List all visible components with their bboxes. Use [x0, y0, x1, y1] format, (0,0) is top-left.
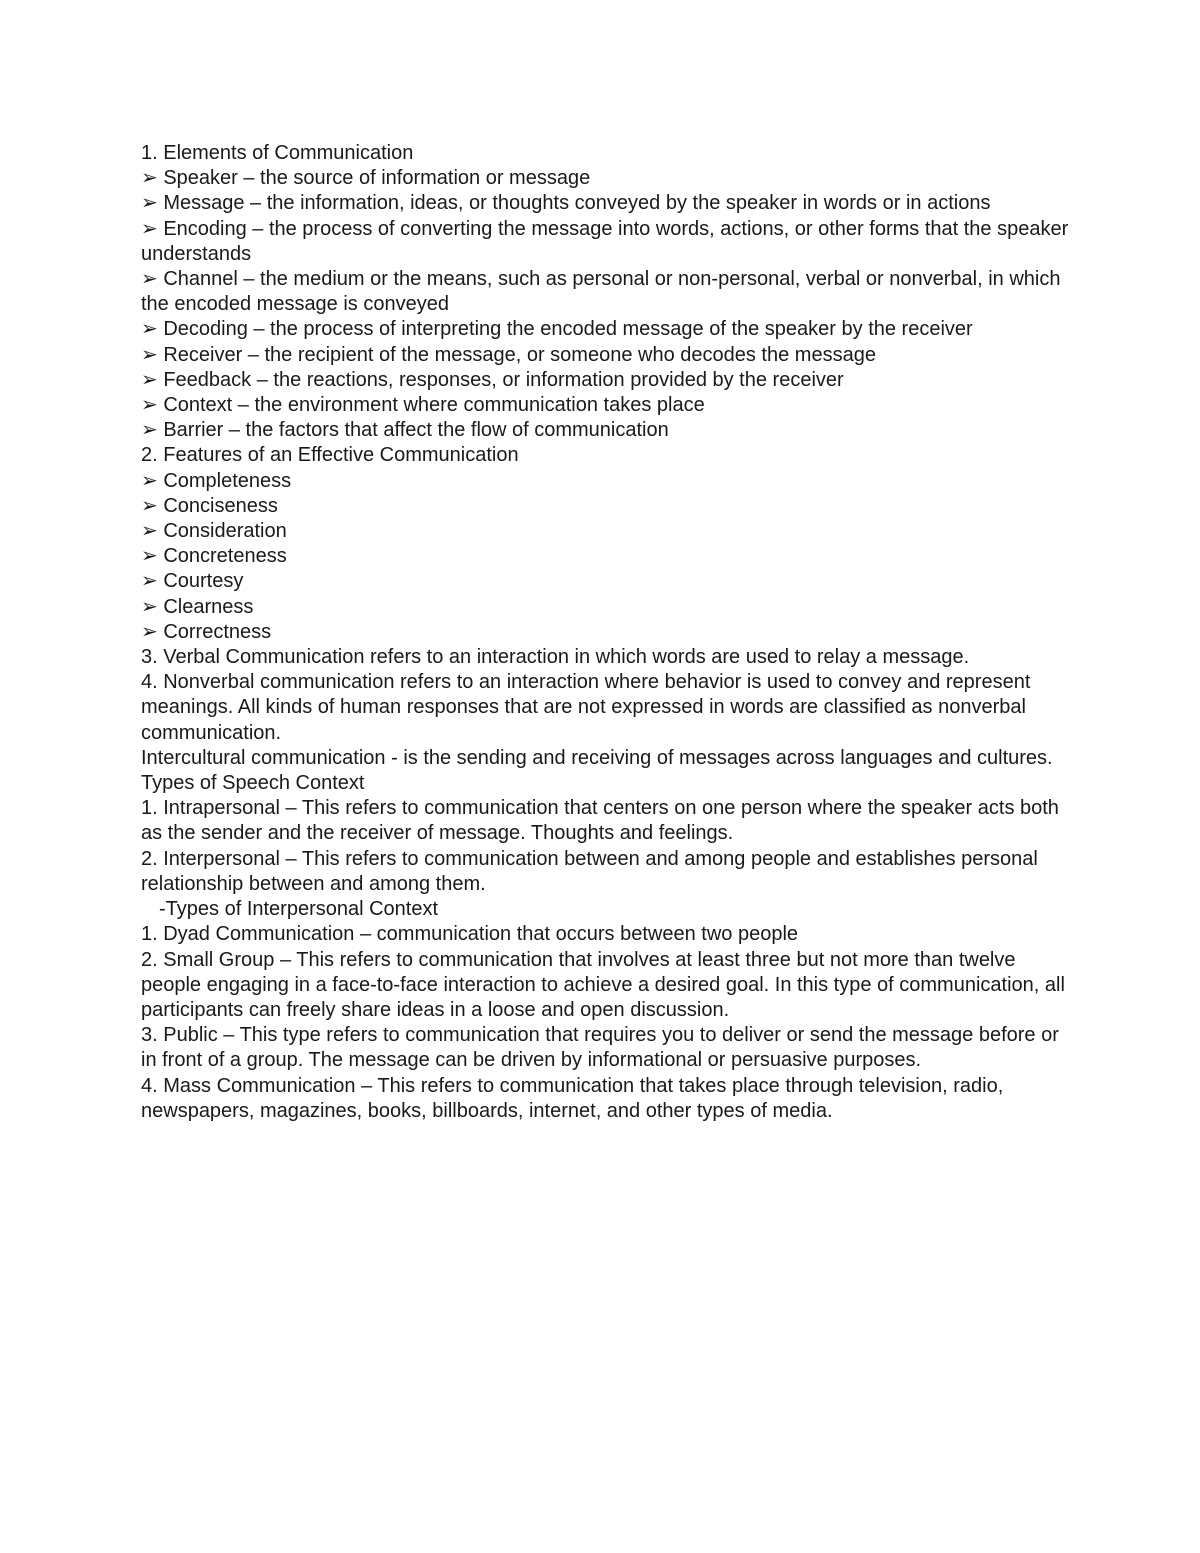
list-item-decoding: ➢ Decoding – the process of interpreting the encoded message of the speaker by the receiver — [141, 318, 973, 341]
list-item-channel: ➢ Channel – the medium or the means, such as personal or non-personal, verbal or nonverbal, in which the encoded message is conveyed — [141, 268, 1061, 316]
paragraph-verbal-communication: 3. Verbal Communication refers to an interaction in which words are used to relay a message. — [141, 646, 970, 669]
section-heading-features: 2. Features of an Effective Communication — [141, 444, 519, 467]
list-item-speaker: ➢ Speaker – the source of information or message — [141, 167, 591, 190]
list-item-message: ➢ Message – the information, ideas, or thoughts conveyed by the speaker in words or in actions — [141, 192, 991, 215]
list-item-interpersonal: 2. Interpersonal – This refers to communication between and among people and establishes personal relationship between and among them. — [141, 847, 1038, 895]
list-item-courtesy: ➢ Courtesy — [141, 570, 244, 593]
paragraph-intercultural-communication: Intercultural communication - is the sending and receiving of messages across languages and cultures. — [141, 746, 1053, 769]
list-item-conciseness: ➢ Conciseness — [141, 494, 278, 517]
list-item-small-group: 2. Small Group – This refers to communication that involves at least three but not more than twelve people engaging in a face-to-face interaction to achieve a desired goal. In this type of communication, all participants can freely share ideas in a loose and open discussion. — [141, 948, 1065, 1021]
paragraph-nonverbal-communication: 4. Nonverbal communication refers to an interaction where behavior is used to convey and represent meanings. All kinds of human responses that are not expressed in words are classified as nonverbal communication. — [141, 671, 1031, 744]
subheading-interpersonal-context: -Types of Interpersonal Context — [159, 898, 439, 921]
list-item-consideration: ➢ Consideration — [141, 520, 287, 543]
list-item-mass-communication: 4. Mass Communication – This refers to communication that takes place through television, radio, newspapers, magazines, books, billboards, internet, and other types of media. — [141, 1074, 1004, 1122]
list-item-completeness: ➢ Completeness — [141, 469, 292, 492]
section-heading-elements: 1. Elements of Communication — [141, 142, 414, 164]
list-item-intrapersonal: 1. Intrapersonal – This refers to communication that centers on one person where the speaker acts both as the sender and the receiver of message. Thoughts and feelings. — [141, 797, 1059, 845]
list-item-encoding: ➢ Encoding – the process of converting the message into words, actions, or other forms that the speaker understands — [141, 217, 1069, 265]
list-item-clearness: ➢ Clearness — [141, 595, 254, 618]
list-item-context: ➢ Context – the environment where communication takes place — [141, 394, 705, 417]
list-item-receiver: ➢ Receiver – the recipient of the message, or someone who decodes the message — [141, 343, 876, 366]
list-item-feedback: ➢ Feedback – the reactions, responses, or information provided by the receiver — [141, 368, 844, 391]
list-item-dyad: 1. Dyad Communication – communication that occurs between two people — [141, 923, 799, 946]
list-item-public: 3. Public – This type refers to communication that requires you to deliver or send the message before or in front of a group. The message can be driven by informational or persuasive purposes. — [141, 1024, 1059, 1072]
list-item-correctness: ➢ Correctness — [141, 620, 272, 643]
list-item-concreteness: ➢ Concreteness — [141, 545, 287, 568]
document-body — [141, 141, 1071, 1124]
list-item-barrier: ➢ Barrier – the factors that affect the flow of communication — [141, 419, 669, 442]
section-heading-speech-context: Types of Speech Context — [141, 772, 365, 795]
